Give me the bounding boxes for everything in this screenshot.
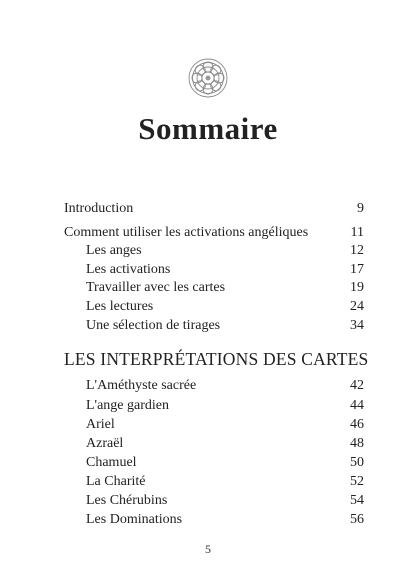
toc-subentry [86,316,364,336]
toc-entry-page: 19 [350,280,364,295]
toc-entry-label: Les Dominations [86,512,183,527]
toc-subentry [86,472,364,492]
toc-entry-page: 42 [350,378,364,393]
section-heading: LES INTERPRÉTATIONS DES CARTES [64,349,369,369]
toc-entry-page: 56 [350,512,364,527]
toc-entry-label: Une sélection de tirages [86,318,221,333]
toc-subentry [86,396,364,416]
toc-entry-label: L'Améthyste sacrée [86,378,197,393]
toc-subentry [86,241,364,261]
toc-entry-label: Les anges [86,243,142,258]
toc-subentry [86,376,364,396]
toc-entry [64,199,364,219]
toc-entry-label: Azraël [86,436,124,451]
toc-entry-label: Les Chérubins [86,493,168,508]
toc-entry-page: 24 [350,299,364,314]
toc-subentry [86,260,364,280]
toc-subentry [86,453,364,473]
toc-entry-page: 48 [350,436,364,451]
toc-entry-label: La Charité [86,474,146,489]
toc-entry-label: Travailler avec les cartes [86,280,226,295]
toc-entry-page: 54 [350,493,364,508]
toc-entry-label: L'ange gardien [86,398,169,413]
toc-entry-page: 46 [350,417,364,432]
toc-entry-page: 34 [350,318,364,333]
toc-entry-page: 17 [350,262,364,277]
toc-subentry [86,510,364,530]
toc-entry-page: 12 [350,243,364,258]
toc-entry-page: 44 [350,398,364,413]
toc-subentry [86,278,364,298]
toc-subentry [86,415,364,435]
toc-entry-page: 50 [350,455,364,470]
toc-entry-label: Chamuel [86,455,137,470]
toc-entry-page: 52 [350,474,364,489]
page-title: Sommaire [138,111,278,146]
mandala-emblem-icon [188,58,228,98]
toc-entry-label: Introduction [64,201,134,216]
toc-entry-label: Comment utiliser les activations angéliques [64,225,309,240]
toc-entry-page: 9 [357,201,364,216]
toc-subentry [86,491,364,511]
toc-entry-label: Les lectures [86,299,154,314]
toc-subentry [86,434,364,454]
page-number: 5 [205,542,211,556]
toc-entry-label: Ariel [86,417,115,432]
toc-subentry [86,297,364,317]
toc-entry-page: 11 [350,225,364,240]
toc-entry-label: Les activations [86,262,171,277]
toc-entry [64,223,364,243]
